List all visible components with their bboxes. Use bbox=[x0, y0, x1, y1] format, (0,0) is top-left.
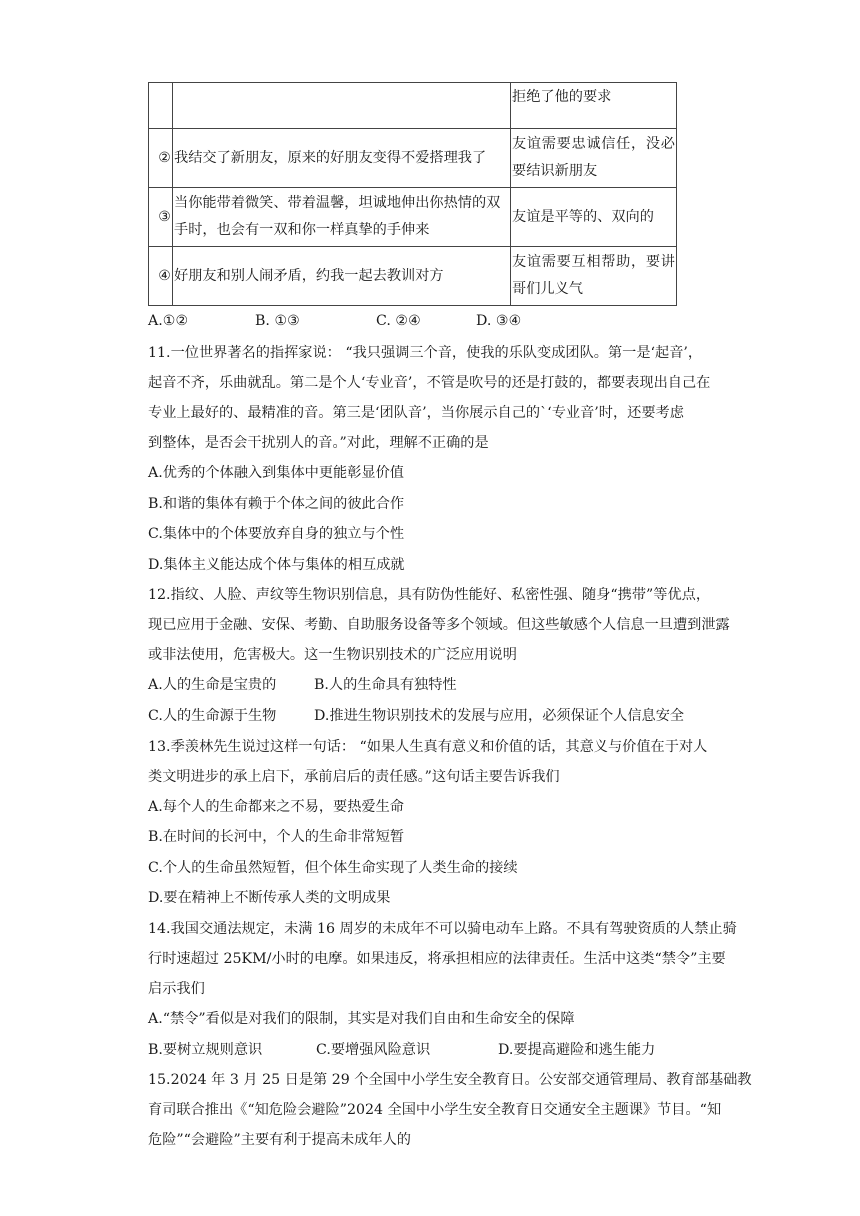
row-conclusion: 拒绝了他的要求 bbox=[511, 83, 677, 129]
row-scenario: 我结交了新朋友，原来的好朋友变得不爱搭理我了 bbox=[173, 129, 511, 188]
question-stem: 育司联合推出《“知危险会避险”2024 全国中小学生安全教育日交通安全主题课》节目。“知 bbox=[148, 1102, 722, 1119]
question-stem: 行时速超过 25KM/小时的电摩。如果违反，将承担相应的法律责任。生活中这类“禁令”主要 bbox=[148, 950, 726, 967]
option-d[interactable]: D.推进生物识别技术的发展与应用，必须保证个人信息安全 bbox=[314, 707, 685, 724]
question-stem: 12.指纹、人脸、声纹等生物识别信息，具有防伪性能好、私密性强、随身“携带”等优点， bbox=[148, 587, 711, 604]
question-stem: 起音不齐，乐曲就乱。第二是个人‘专业音’，不管是吹号的还是打鼓的，都要表现出自己在 bbox=[148, 375, 711, 391]
option-d[interactable]: D. ③④ bbox=[476, 313, 522, 329]
row-scenario: 好朋友和别人闹矛盾，约我一起去教训对方 bbox=[173, 247, 511, 306]
question-stem: 14.我国交通法规定，未满 16 周岁的未成年不可以骑电动车上路。不具有驾驶资质的人禁止骑 bbox=[148, 920, 737, 937]
option-a[interactable]: A.“禁令”看似是对我们的限制，其实是对我们自由和生命安全的保障 bbox=[148, 1010, 575, 1027]
table-row bbox=[149, 188, 677, 247]
option-row bbox=[148, 701, 780, 732]
option-b[interactable]: B.要树立规则意识 bbox=[148, 1041, 263, 1058]
option-d[interactable]: D.要在精神上不断传承人类的文明成果 bbox=[148, 890, 391, 907]
row-conclusion: 友谊需要互相帮助，要讲哥们儿义气 bbox=[511, 247, 677, 306]
option-c[interactable]: C. ②④ bbox=[376, 313, 421, 329]
question-stem: 11.一位世界著名的指挥家说： “我只强调三个音，使我的乐队变成团队。第一是‘起音’， bbox=[148, 345, 703, 361]
question-15 bbox=[148, 1065, 780, 1155]
option-a[interactable]: A.①② bbox=[148, 313, 189, 329]
row-conclusion: 友谊需要忠诚信任，没必要结识新朋友 bbox=[511, 129, 677, 188]
question-stem: 类文明进步的承上启下，承前启后的责任感。”这句话主要告诉我们 bbox=[148, 768, 560, 785]
option-b[interactable]: B.人的生命具有独特性 bbox=[314, 677, 457, 694]
question-11 bbox=[148, 338, 780, 580]
question-stem: 现已应用于金融、安保、考勤、自助服务设备等多个领域。但这些敏感个人信息一旦遭到泄露 bbox=[148, 617, 730, 634]
question-stem: 到整体，是否会干扰别人的音。”对此，理解不正确的是 bbox=[148, 435, 489, 451]
table-row bbox=[149, 83, 677, 129]
row-scenario bbox=[173, 83, 511, 129]
question-stem: 或非法使用，危害极大。这一生物识别技术的广泛应用说明 bbox=[148, 647, 517, 664]
option-row bbox=[148, 670, 780, 701]
row-number: ③ bbox=[149, 188, 173, 247]
option-a[interactable]: A.优秀的个体融入到集体中更能彰显价值 bbox=[148, 465, 404, 481]
q10-answer-options bbox=[148, 306, 780, 334]
row-conclusion: 友谊是平等的、双向的 bbox=[511, 188, 677, 247]
option-b[interactable]: B.和谐的集体有赖于个体之间的彼此合作 bbox=[148, 495, 405, 512]
option-a[interactable]: A.人的生命是宝贵的 bbox=[148, 677, 277, 694]
option-row bbox=[148, 1035, 780, 1066]
option-a[interactable]: A.每个人的生命都来之不易，要热爱生命 bbox=[148, 798, 404, 815]
question-12 bbox=[148, 580, 780, 731]
q10-option-table bbox=[148, 82, 677, 306]
question-13 bbox=[148, 732, 780, 914]
question-stem: 危险”“会避险”主要有利于提高未成年人的 bbox=[148, 1132, 411, 1149]
table-row bbox=[149, 129, 677, 188]
question-14 bbox=[148, 914, 780, 1065]
exam-page bbox=[148, 82, 780, 1155]
option-c[interactable]: C.集体中的个体要放弃自身的独立与个性 bbox=[148, 526, 405, 543]
option-d[interactable]: D.要提高避险和逃生能力 bbox=[498, 1041, 656, 1058]
row-number: ② bbox=[149, 129, 173, 188]
question-stem: 专业上最好的、最精准的音。第三是‘团队音’，当你展示自己的`‘专业音’时，还要考虑 bbox=[148, 405, 684, 421]
row-number: ④ bbox=[149, 247, 173, 306]
option-b[interactable]: B. ①③ bbox=[255, 313, 300, 329]
table-row bbox=[149, 247, 677, 306]
row-scenario: 当你能带着微笑、带着温馨，坦诚地伸出你热情的双手时，也会有一双和你一样真挚的手伸来 bbox=[173, 188, 511, 247]
question-stem: 13.季羡林先生说过这样一句话： “如果人生真有意义和价值的话，其意义与价值在于对人 bbox=[148, 738, 708, 755]
option-d[interactable]: D.集体主义能达成个体与集体的相互成就 bbox=[148, 556, 405, 573]
option-c[interactable]: C.个人的生命虽然短暂，但个体生命实现了人类生命的接续 bbox=[148, 859, 518, 876]
row-number bbox=[149, 83, 173, 129]
option-b[interactable]: B.在时间的长河中，个人的生命非常短暂 bbox=[148, 829, 405, 846]
question-stem: 15.2024 年 3 月 25 日是第 29 个全国中小学生安全教育日。公安部交通管理局、教育部基础教 bbox=[148, 1072, 752, 1089]
option-c[interactable]: C.人的生命源于生物 bbox=[148, 707, 277, 724]
option-c[interactable]: C.要增强风险意识 bbox=[316, 1041, 431, 1058]
question-stem: 启示我们 bbox=[148, 980, 205, 997]
